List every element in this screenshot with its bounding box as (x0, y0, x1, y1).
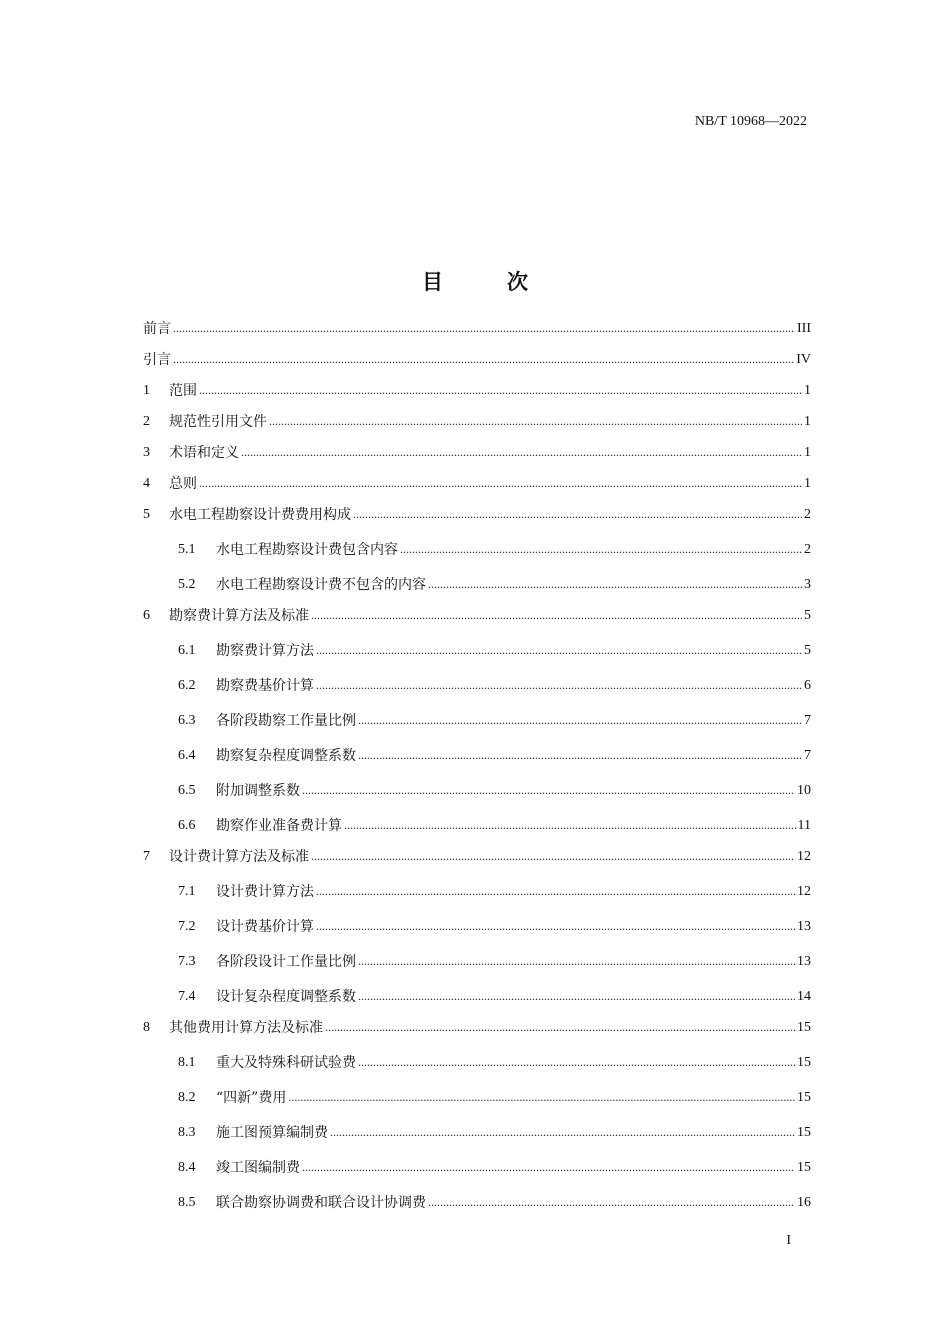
toc-entry-page: 15 (797, 1090, 811, 1105)
toc-entry-page: 13 (797, 919, 811, 934)
toc-entry[interactable] (143, 432, 811, 463)
toc-entry[interactable] (143, 560, 811, 595)
toc-entry-title: 附加调整系数 (216, 783, 300, 799)
toc-leader-dots (358, 748, 802, 762)
toc-entry-number: 6.5 (178, 783, 196, 798)
toc-entry-title: 设计费基价计算 (216, 919, 314, 935)
toc-entry-number: 1 (143, 383, 150, 398)
toc-entry-page: 11 (797, 818, 811, 833)
toc-entry[interactable] (143, 937, 811, 972)
toc-entry-page: 7 (804, 713, 811, 728)
toc-entry-page: 15 (797, 1160, 811, 1175)
toc-entry[interactable] (143, 595, 811, 626)
toc-entry-page: 5 (804, 608, 811, 623)
toc-entry-page: 10 (797, 783, 811, 798)
toc-leader-dots (400, 542, 802, 556)
toc-leader-dots (358, 713, 802, 727)
toc-entry-title: 水电工程勘察设计费不包含的内容 (216, 577, 426, 593)
toc-entry-number: 8.3 (178, 1125, 196, 1140)
toc-entry-number: 8.1 (178, 1055, 196, 1070)
toc-entry-page: 12 (797, 849, 811, 864)
toc-leader-dots (428, 1195, 795, 1209)
toc-entry[interactable] (143, 494, 811, 525)
toc-entry[interactable] (143, 836, 811, 867)
toc-entry-title: 术语和定义 (169, 445, 239, 461)
toc-entry[interactable] (143, 902, 811, 937)
toc-entry-page: IV (796, 352, 811, 367)
toc-entry[interactable] (143, 1073, 811, 1108)
toc-leader-dots (199, 383, 802, 397)
toc-entry-page: 7 (804, 748, 811, 763)
toc-leader-dots (344, 818, 796, 832)
toc-leader-dots (241, 445, 802, 459)
toc-entry-number: 6.3 (178, 713, 196, 728)
toc-entry-title: 勘察费基价计算 (216, 678, 314, 694)
toc-leader-dots (330, 1125, 795, 1139)
toc-entry-page: 1 (804, 383, 811, 398)
toc-entry-page: III (797, 321, 811, 336)
toc-entry-page: 1 (804, 476, 811, 491)
toc-leader-dots (173, 321, 795, 335)
toc-leader-dots (173, 352, 794, 366)
toc-entry-page: 15 (797, 1125, 811, 1140)
toc-entry-page: 15 (797, 1020, 811, 1035)
toc-entry-title: 联合勘察协调费和联合设计协调费 (216, 1195, 426, 1211)
toc-title: 目次 (422, 269, 592, 294)
toc-entry-number: 6 (143, 608, 150, 623)
toc-entry-title: 范围 (169, 383, 197, 399)
toc-leader-dots (358, 954, 795, 968)
toc-entry[interactable] (143, 525, 811, 560)
standard-code: NB/T 10968—2022 (694, 114, 807, 129)
toc-entry[interactable] (143, 696, 811, 731)
toc-entry-number: 8 (143, 1020, 150, 1035)
toc-leader-dots (311, 608, 802, 622)
toc-leader-dots (316, 884, 795, 898)
toc-entry-title: 重大及特殊科研试验费 (216, 1055, 356, 1071)
toc-entry[interactable] (143, 731, 811, 766)
toc-entry[interactable] (143, 370, 811, 401)
toc-entry[interactable] (143, 801, 811, 836)
table-of-contents (143, 308, 811, 1213)
toc-entry[interactable] (143, 867, 811, 902)
toc-entry[interactable] (143, 463, 811, 494)
toc-leader-dots (353, 507, 802, 521)
toc-leader-dots (316, 919, 795, 933)
toc-entry[interactable] (143, 1038, 811, 1073)
toc-entry-number: 7.3 (178, 954, 196, 969)
toc-entry-number: 8.5 (178, 1195, 196, 1210)
toc-entry[interactable] (143, 1178, 811, 1213)
toc-entry-title: “四新”费用 (216, 1090, 287, 1106)
toc-entry-number: 4 (143, 476, 150, 491)
toc-entry-title: 勘察费计算方法及标准 (169, 608, 309, 624)
toc-entry-number: 7.2 (178, 919, 196, 934)
toc-entry[interactable] (143, 972, 811, 1007)
toc-leader-dots (302, 783, 795, 797)
toc-entry-number: 7.1 (178, 884, 196, 899)
toc-leader-dots (358, 1055, 795, 1069)
toc-leader-dots (269, 414, 802, 428)
toc-entry-page: 1 (804, 414, 811, 429)
toc-entry[interactable] (143, 766, 811, 801)
toc-entry-title: 设计费计算方法 (216, 884, 314, 900)
toc-entry[interactable] (143, 661, 811, 696)
toc-entry[interactable] (143, 308, 811, 339)
toc-entry-title: 勘察费计算方法 (216, 643, 314, 659)
toc-entry[interactable] (143, 1143, 811, 1178)
toc-entry-title: 设计复杂程度调整系数 (216, 989, 356, 1005)
toc-entry-title: 施工图预算编制费 (216, 1125, 328, 1141)
toc-leader-dots (316, 678, 802, 692)
toc-entry[interactable] (143, 626, 811, 661)
toc-leader-dots (311, 849, 795, 863)
toc-entry-number: 6.1 (178, 643, 196, 658)
toc-entry-title: 各阶段勘察工作量比例 (216, 713, 356, 729)
toc-entry-title: 水电工程勘察设计费费用构成 (169, 507, 351, 523)
toc-entry-title: 前言 (143, 321, 171, 337)
toc-entry-number: 3 (143, 445, 150, 460)
toc-entry-page: 13 (797, 954, 811, 969)
toc-entry-page: 2 (804, 542, 811, 557)
toc-entry-title: 勘察复杂程度调整系数 (216, 748, 356, 764)
toc-entry-number: 6.6 (178, 818, 196, 833)
toc-entry-number: 6.2 (178, 678, 196, 693)
toc-entry-title: 引言 (143, 352, 171, 368)
toc-entry-title: 总则 (169, 476, 197, 492)
toc-entry-title: 设计费计算方法及标准 (169, 849, 309, 865)
toc-entry[interactable] (143, 401, 811, 432)
toc-leader-dots (302, 1160, 795, 1174)
toc-leader-dots (428, 577, 802, 591)
toc-entry-page: 6 (804, 678, 811, 693)
toc-entry-number: 8.4 (178, 1160, 196, 1175)
toc-entry-number: 5.2 (178, 577, 196, 592)
toc-entry-title: 勘察作业准备费计算 (216, 818, 342, 834)
toc-entry-page: 14 (797, 989, 811, 1004)
toc-leader-dots (358, 989, 795, 1003)
toc-entry-page: 12 (797, 884, 811, 899)
toc-entry-number: 2 (143, 414, 150, 429)
toc-leader-dots (325, 1020, 795, 1034)
toc-entry-page: 2 (804, 507, 811, 522)
toc-entry-number: 7 (143, 849, 150, 864)
toc-entry-page: 5 (804, 643, 811, 658)
toc-entry-page: 3 (804, 577, 811, 592)
toc-entry-number: 5.1 (178, 542, 196, 557)
toc-leader-dots (199, 476, 802, 490)
toc-entry-page: 16 (797, 1195, 811, 1210)
toc-entry-page: 15 (797, 1055, 811, 1070)
toc-entry[interactable] (143, 339, 811, 370)
toc-entry-page: 1 (804, 445, 811, 460)
toc-entry-number: 7.4 (178, 989, 196, 1004)
toc-entry[interactable] (143, 1108, 811, 1143)
toc-entry-title: 规范性引用文件 (169, 414, 267, 430)
page-number: I (786, 1233, 791, 1248)
toc-entry-title: 其他费用计算方法及标准 (169, 1020, 323, 1036)
toc-leader-dots (316, 643, 802, 657)
toc-entry-title: 各阶段设计工作量比例 (216, 954, 356, 970)
toc-leader-dots (288, 1090, 795, 1104)
toc-entry[interactable] (143, 1007, 811, 1038)
toc-entry-number: 5 (143, 507, 150, 522)
toc-entry-number: 8.2 (178, 1090, 196, 1105)
toc-entry-title: 竣工图编制费 (216, 1160, 300, 1176)
toc-entry-title: 水电工程勘察设计费包含内容 (216, 542, 398, 558)
toc-entry-number: 6.4 (178, 748, 196, 763)
